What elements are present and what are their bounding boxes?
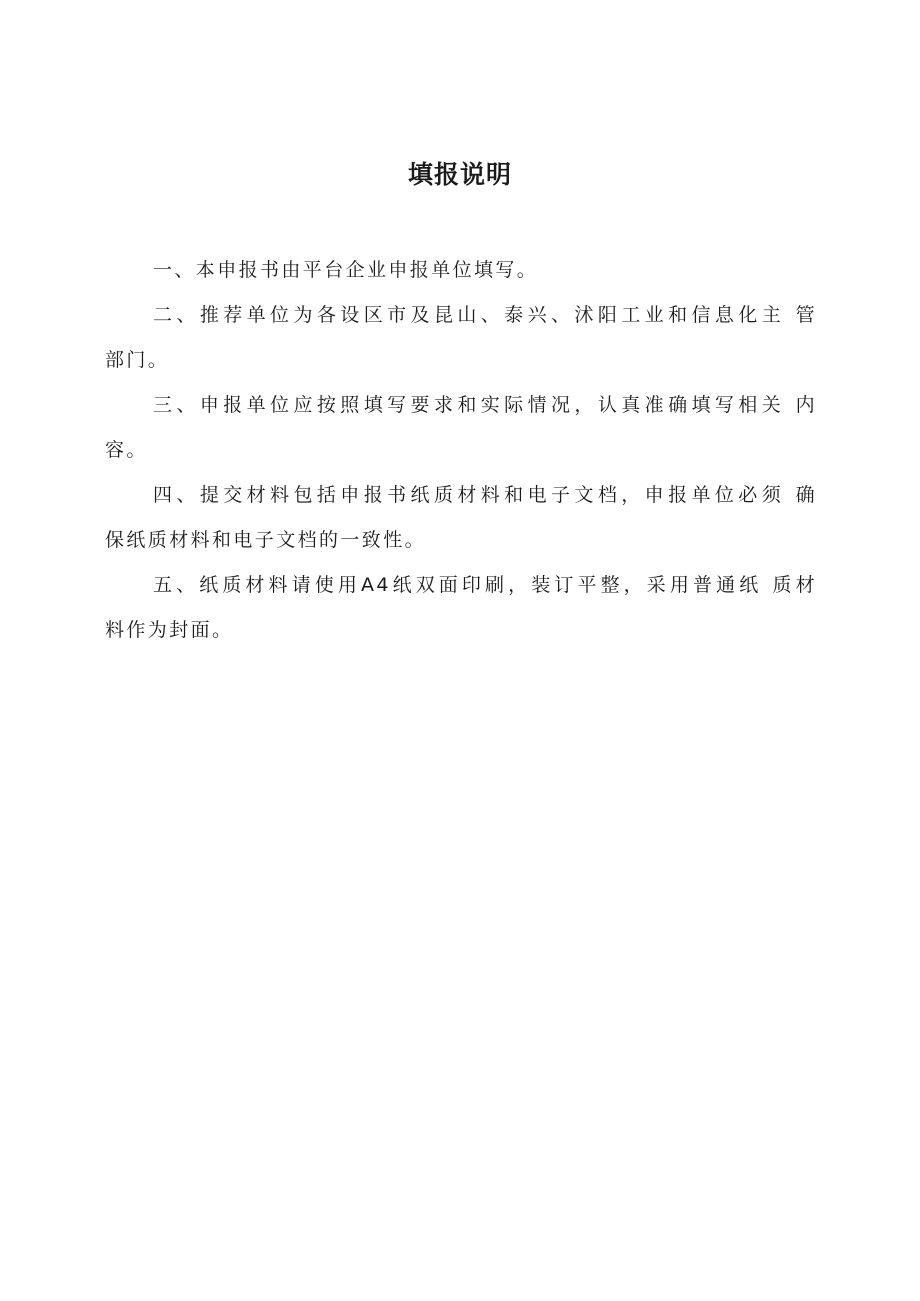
instruction-2-line-1: 二、推荐单位为各设区市及昆山、泰兴、沭阳工业和信息化主 管 — [153, 304, 817, 326]
instruction-4-line-1: 四、提交材料包括申报书纸质材料和电子文档，申报单位必须 确 — [153, 484, 817, 506]
instruction-paragraph-3 — [105, 383, 817, 473]
instruction-3-line-1: 三、申报单位应按照填写要求和实际情况，认真准确填写相关 内 — [153, 394, 817, 416]
instruction-paragraph-1 — [105, 248, 817, 293]
document-title: 填报说明 — [407, 160, 512, 189]
instruction-paragraph-5 — [105, 563, 817, 653]
instruction-paragraph-2 — [105, 293, 817, 383]
instruction-1-line-1: 一、本申报书由平台企业申报单位填写。 — [153, 259, 539, 281]
instruction-3-line-2: 容。 — [105, 439, 148, 461]
instruction-paragraph-4 — [105, 473, 817, 563]
instruction-5-line-1: 五、纸质材料请使用A4纸双面印刷，装订平整，采用普通纸 质材 — [153, 574, 817, 596]
instructions-body — [105, 248, 817, 653]
instruction-2-line-2: 部门。 — [105, 349, 170, 371]
instruction-4-line-2: 保纸质材料和电子文档的一致性。 — [105, 529, 427, 551]
instruction-5-line-2: 料作为封面。 — [105, 619, 234, 641]
